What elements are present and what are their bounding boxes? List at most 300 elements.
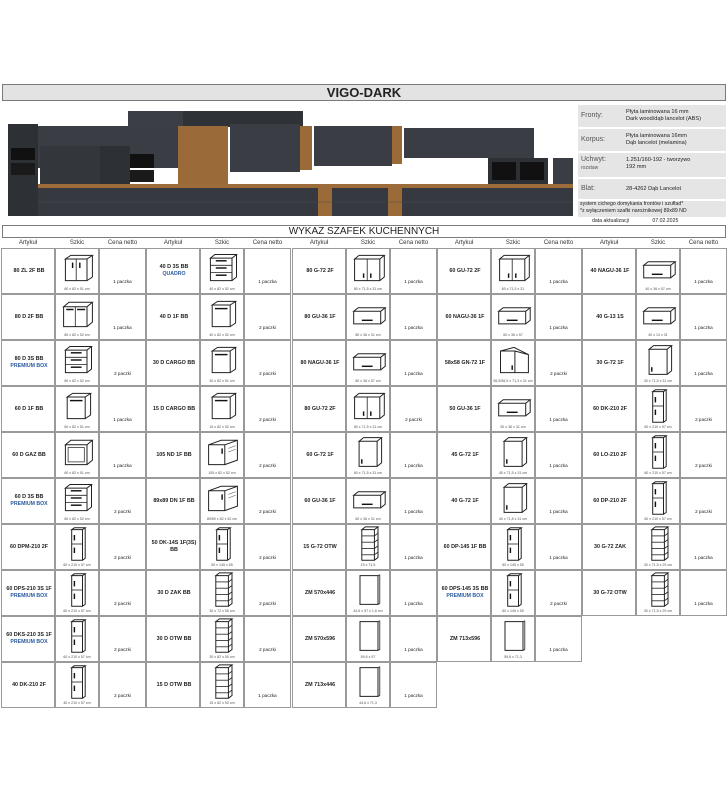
code-cell — [582, 478, 636, 524]
package-count: 2 paczki — [259, 555, 276, 560]
price-cell — [99, 432, 146, 478]
cabinet-code — [148, 433, 200, 477]
package-count: 1 paczka — [549, 509, 568, 514]
cabinet-code — [148, 525, 200, 569]
cabinet-dimensions: 50 x 145 x 55 — [211, 563, 233, 567]
cabinet-code — [3, 295, 55, 339]
cabinet-dimensions: 80 x 82 x 51 cm — [64, 287, 90, 291]
cabinet-code-text: 40 D 1F BB — [159, 313, 189, 320]
cabinet-code-text: 80 NAGU-36 1F — [300, 359, 340, 366]
price-cell — [390, 662, 437, 708]
price-cell — [390, 616, 437, 662]
code-cell — [437, 386, 491, 432]
cabinet-code — [439, 571, 491, 615]
cabinet-code — [294, 525, 346, 569]
code-cell — [582, 386, 636, 432]
sketch-cell — [200, 432, 244, 478]
code-cell — [437, 524, 491, 570]
cabinet-code — [3, 479, 55, 523]
cabinet-code-text: 40 D 3S BB — [159, 264, 189, 271]
cabinet-code-text: 30 D OTW BB — [156, 635, 192, 642]
package-count: 1 paczka — [549, 417, 568, 422]
price-cell — [244, 616, 291, 662]
spec-note — [578, 201, 726, 217]
price-cell — [99, 248, 146, 294]
column-header — [292, 238, 437, 248]
column-header — [146, 238, 291, 248]
cabinet-variant-tag: PREMIUM BOX — [10, 639, 48, 645]
sketch-cell — [346, 616, 390, 662]
cabinet-dimensions: 60 x 210 x 57 cm — [644, 425, 672, 429]
cabinet-sketch-icon — [203, 434, 243, 470]
code-cell — [1, 294, 55, 340]
code-cell — [292, 478, 346, 524]
price-cell — [390, 432, 437, 478]
price-cell — [244, 432, 291, 478]
cabinet-sketch-icon — [203, 526, 243, 562]
sketch-cell — [346, 340, 390, 386]
spec-value: Dark wood/dąb lancelot (ABS) — [626, 116, 701, 122]
cabinet-sketch-icon — [349, 618, 389, 654]
cabinet-sketch-icon — [639, 250, 679, 286]
cabinet-dimensions: 59,6 x 71,3 — [504, 655, 522, 659]
cabinet-dimensions: 40 x 210 x 57 cm — [63, 701, 91, 705]
cabinet-code — [148, 663, 200, 707]
code-cell — [146, 248, 200, 294]
cabinet-code-text: 60 D GAZ BB — [12, 451, 46, 458]
cabinet-code — [3, 663, 55, 707]
code-cell — [292, 662, 346, 708]
spec-value: Płyta laminowana 16 mm — [626, 109, 689, 115]
cabinet-sketch-icon — [58, 664, 98, 700]
cabinet-dimensions: 44,6 x 57 x 1,6 cm — [353, 609, 383, 613]
package-count: 1 paczka — [404, 601, 423, 606]
sketch-cell — [491, 386, 535, 432]
cabinet-sketch-icon — [639, 526, 679, 562]
cabinet-sketch-icon — [58, 342, 98, 378]
code-cell — [292, 570, 346, 616]
price-cell — [244, 524, 291, 570]
sketch-cell — [636, 340, 680, 386]
column-header — [437, 238, 582, 248]
cabinet-sketch-icon — [349, 250, 389, 286]
package-count: 2 paczki — [114, 371, 131, 376]
collection-title: VIGO-DARK — [2, 84, 726, 101]
cabinet-code — [294, 295, 346, 339]
price-cell — [390, 478, 437, 524]
code-cell — [146, 524, 200, 570]
price-cell — [99, 662, 146, 708]
cabinet-dimensions: 60 x 210 x 57 cm — [63, 655, 91, 659]
cabinet-code — [584, 387, 636, 431]
package-count: 1 paczka — [549, 463, 568, 468]
package-count: 2 paczki — [259, 463, 276, 468]
price-cell — [680, 248, 727, 294]
cabinet-sketch-icon — [349, 664, 389, 700]
cabinet-code — [439, 249, 491, 293]
cabinet-code-text: 40 DK-210 2F — [12, 681, 46, 688]
cabinet-code-text: 60 DKS-210 3S 1F — [6, 632, 52, 639]
cabinet-sketch-icon — [58, 296, 98, 332]
cabinet-code — [3, 525, 55, 569]
spec-label: Korpus: — [581, 136, 606, 143]
sketch-cell — [200, 294, 244, 340]
cabinet-dimensions: 40 x 82 x 52 cm — [209, 287, 235, 291]
sketch-cell — [200, 570, 244, 616]
cabinet-dimensions: 60 x 82 x 51 cm — [64, 471, 90, 475]
cabinet-dimensions: 60 x 145 x 55 — [502, 563, 524, 567]
package-count: 2 paczki — [550, 601, 567, 606]
header-sketch: Szkic — [505, 240, 521, 246]
package-count: 1 paczka — [549, 325, 568, 330]
price-cell — [535, 432, 582, 478]
cabinet-dimensions: 60 x 210 x 57 cm — [644, 471, 672, 475]
code-cell — [1, 616, 55, 662]
sketch-cell — [200, 662, 244, 708]
spec-value: Płyta laminowana 16mm — [626, 133, 687, 139]
code-cell — [582, 524, 636, 570]
cabinet-variant-tag: PREMIUM BOX — [10, 501, 48, 507]
package-count: 2 paczki — [259, 417, 276, 422]
price-cell — [535, 616, 582, 662]
code-cell — [146, 570, 200, 616]
sketch-cell — [200, 340, 244, 386]
cabinet-sketch-icon — [349, 434, 389, 470]
cabinet-sketch-icon — [639, 480, 679, 516]
cabinet-variant-tag: PREMIUM BOX — [446, 593, 484, 599]
cabinet-code-text: 50 GU-36 1F — [449, 405, 481, 412]
cabinet-code-text: 50 DK-14S 1F(3S) BB — [151, 540, 197, 553]
cabinet-sketch-icon — [349, 388, 389, 424]
cabinet-dimensions: 60 x 36 x 31 cm — [355, 517, 381, 521]
package-count: 2 paczki — [259, 371, 276, 376]
cabinet-sketch-icon — [58, 388, 98, 424]
code-cell — [146, 616, 200, 662]
package-count: 2 paczki — [114, 601, 131, 606]
cabinet-code-text: 105 ND 1F BB — [156, 451, 192, 458]
price-cell — [390, 570, 437, 616]
code-cell — [292, 294, 346, 340]
package-count: 1 paczka — [113, 463, 132, 468]
cabinet-sketch-icon — [203, 480, 243, 516]
cabinet-sketch-icon — [494, 618, 534, 654]
header-price: Cena netto — [398, 240, 429, 246]
price-cell — [680, 478, 727, 524]
code-cell — [437, 570, 491, 616]
cabinet-dimensions: 60 x 145 x 55 — [502, 609, 524, 613]
spec-value: 28-4262 Dąb Lancelot — [626, 186, 682, 192]
sketch-cell — [200, 248, 244, 294]
cabinet-dimensions: 60 x 210 x 57 cm — [63, 609, 91, 613]
cabinet-sketch-icon — [494, 250, 534, 286]
code-cell — [292, 386, 346, 432]
sketch-cell — [55, 248, 99, 294]
cabinet-dimensions: 40 x 36 x 57 cm — [645, 287, 671, 291]
package-count: 2 paczki — [114, 693, 131, 698]
cabinet-sketch-icon — [494, 342, 534, 378]
cabinet-sketch-icon — [639, 434, 679, 470]
code-cell — [1, 570, 55, 616]
cabinet-code — [294, 433, 346, 477]
spec-label: Blat: — [581, 185, 596, 192]
code-cell — [146, 386, 200, 432]
price-cell — [390, 294, 437, 340]
package-count: 1 paczka — [113, 279, 132, 284]
price-cell — [244, 386, 291, 432]
sketch-cell — [636, 294, 680, 340]
cabinet-code — [3, 249, 55, 293]
column-header — [1, 238, 146, 248]
cabinet-code — [584, 525, 636, 569]
cabinet-sketch-icon — [494, 296, 534, 332]
cabinet-dimensions: 40 x 82 x 52 cm — [209, 333, 235, 337]
cabinet-dimensions: 59,6 x 57 — [360, 655, 376, 659]
price-cell — [244, 478, 291, 524]
package-count: 2 paczki — [114, 647, 131, 652]
cabinet-code-text: 30 D ZAK BB — [157, 589, 191, 596]
cabinet-code-text: 80 D 3S BB — [14, 356, 44, 363]
cabinet-code-text: 60 G-72 1F — [306, 451, 334, 458]
cabinet-dimensions: 15 x 71,5 — [360, 563, 376, 567]
cabinet-code-text: 30 G-72 OTW — [593, 589, 627, 596]
spec-panel — [578, 103, 726, 227]
cabinet-code-text: 30 G-72 ZAK — [593, 543, 627, 550]
cabinet-code — [439, 617, 491, 661]
package-count: 2 paczki — [114, 509, 131, 514]
cabinet-code-text: 60 DP-145 1F BB — [443, 543, 487, 550]
header-sketch: Szkic — [214, 240, 230, 246]
spec-value: Dąb lancelot (melamina) — [626, 140, 687, 146]
code-cell — [146, 294, 200, 340]
cabinet-code — [294, 249, 346, 293]
package-count: 1 paczka — [113, 325, 132, 330]
code-cell — [437, 478, 491, 524]
sketch-cell — [346, 294, 390, 340]
price-cell — [390, 524, 437, 570]
cabinet-code — [584, 479, 636, 523]
sketch-cell — [491, 478, 535, 524]
package-count: 1 paczka — [404, 279, 423, 284]
cabinet-code — [439, 387, 491, 431]
sketch-cell — [491, 524, 535, 570]
package-count: 2 paczki — [114, 555, 131, 560]
price-cell — [244, 340, 291, 386]
price-cell — [680, 294, 727, 340]
code-cell — [292, 616, 346, 662]
header-code: Artykuł — [309, 240, 329, 246]
cabinet-code — [439, 341, 491, 385]
cabinet-code-text: 60 GU-72 2F — [449, 267, 481, 274]
sketch-cell — [55, 340, 99, 386]
cabinet-sketch-icon — [203, 342, 243, 378]
sketch-cell — [346, 248, 390, 294]
cabinet-code-text: 60 D 1F BB — [14, 405, 44, 412]
cabinet-code — [439, 479, 491, 523]
cabinet-dimensions: 80 x 82 x 52 cm — [64, 379, 90, 383]
package-count: 1 paczka — [549, 279, 568, 284]
spec-value: 192 mm — [626, 164, 647, 170]
kitchen-illustration — [8, 106, 573, 218]
sketch-cell — [346, 570, 390, 616]
cabinet-code — [439, 295, 491, 339]
cabinet-dimensions: 30 x 71,5 x 29 cm — [643, 563, 673, 567]
cabinet-dimensions: 30 x 72 x 55 cm — [209, 609, 235, 613]
cabinet-code — [148, 479, 200, 523]
code-cell — [146, 662, 200, 708]
header-code: Artykuł — [454, 240, 474, 246]
cabinet-sketch-icon — [639, 296, 679, 332]
cabinet-dimensions: 105 x 82 x 52 cm — [208, 471, 236, 475]
price-cell — [390, 340, 437, 386]
price-cell — [99, 570, 146, 616]
cabinet-sketch-icon — [203, 388, 243, 424]
cabinet-dimensions: 40 x 13 x 31 — [648, 333, 668, 337]
cabinet-dimensions: 89/89 x 82 x 52 cm — [206, 517, 238, 521]
sketch-cell — [636, 386, 680, 432]
sketch-cell — [491, 570, 535, 616]
price-cell — [99, 294, 146, 340]
sketch-cell — [55, 524, 99, 570]
header-sketch: Szkic — [650, 240, 666, 246]
cabinet-sketch-icon — [349, 526, 389, 562]
sketch-cell — [636, 432, 680, 478]
sketch-cell — [346, 432, 390, 478]
cabinet-sketch-icon — [494, 480, 534, 516]
sketch-cell — [55, 386, 99, 432]
spec-label: Uchwyt: — [581, 156, 606, 163]
cabinet-sketch-icon — [639, 342, 679, 378]
price-cell — [535, 248, 582, 294]
sketch-cell — [55, 294, 99, 340]
package-count: 2 paczki — [695, 463, 712, 468]
price-cell — [244, 248, 291, 294]
cabinet-code-text: 60 DPS-145 3S BB — [441, 586, 489, 593]
cabinet-code-text: 80 GU-36 1F — [304, 313, 336, 320]
package-count: 2 paczki — [695, 417, 712, 422]
package-count: 1 paczka — [694, 601, 713, 606]
cabinet-sketch-icon — [639, 388, 679, 424]
cabinet-sketch-icon — [349, 572, 389, 608]
cabinet-sketch-icon — [58, 250, 98, 286]
sketch-cell — [55, 616, 99, 662]
cabinet-code — [148, 387, 200, 431]
header-sketch: Szkic — [360, 240, 376, 246]
header-code: Artykuł — [599, 240, 619, 246]
cabinet-code — [584, 433, 636, 477]
cabinet-code — [584, 571, 636, 615]
cabinet-sketch-icon — [58, 572, 98, 608]
header-code: Artykuł — [163, 240, 183, 246]
cabinet-code — [3, 341, 55, 385]
code-cell — [437, 248, 491, 294]
code-cell — [1, 432, 55, 478]
cabinet-code-text: 89x89 DN 1F BB — [153, 497, 195, 504]
cabinet-sketch-icon — [203, 250, 243, 286]
sketch-cell — [55, 432, 99, 478]
header-code: Artykuł — [18, 240, 38, 246]
sketch-cell — [491, 340, 535, 386]
cabinet-sketch-icon — [203, 664, 243, 700]
cabinet-code-text: 60 DPM-210 2F — [9, 543, 49, 550]
price-cell — [680, 524, 727, 570]
price-cell — [390, 248, 437, 294]
price-cell — [99, 340, 146, 386]
code-cell — [146, 478, 200, 524]
code-cell — [437, 432, 491, 478]
cabinet-code-text: 45 G-72 1F — [451, 451, 479, 458]
cabinet-code — [294, 617, 346, 661]
cabinet-code-text: 80 G-72 2F — [306, 267, 334, 274]
code-cell — [437, 340, 491, 386]
spec-row-blat — [578, 179, 726, 199]
header-price: Cena netto — [107, 240, 138, 246]
sketch-cell — [636, 478, 680, 524]
spec-label: Fronty: — [581, 112, 603, 119]
price-cell — [680, 340, 727, 386]
cabinet-code-text: 60 LO-210 2F — [593, 451, 627, 458]
code-cell — [582, 248, 636, 294]
spec-value: 1.251/160-192 - tworzywo — [626, 157, 691, 163]
price-cell — [99, 386, 146, 432]
package-count: 1 paczka — [694, 555, 713, 560]
cabinet-sketch-icon — [349, 342, 389, 378]
spec-note-line: *z wyłączeniem szafki narożnikowej 89x89 ND — [580, 207, 687, 214]
code-cell — [1, 340, 55, 386]
package-count: 1 paczka — [258, 693, 277, 698]
cabinet-code-text: 15 D OTW BB — [156, 681, 192, 688]
spec-note-line: system cichego domykania frontów i szuflad* — [580, 201, 684, 207]
cabinet-sketch-icon — [203, 296, 243, 332]
cabinet-code-text: ZM 570x446 — [304, 589, 336, 596]
package-count: 1 paczka — [113, 417, 132, 422]
package-count: 1 paczka — [404, 693, 423, 698]
code-cell — [146, 340, 200, 386]
cabinet-dimensions: 60 x 210 x 57 cm — [644, 517, 672, 521]
price-cell — [535, 524, 582, 570]
cabinet-sketch-icon — [639, 572, 679, 608]
cabinet-dimensions: 55,5/58,5 x 71,3 x 31 cm — [493, 379, 533, 383]
cabinet-code-text: 15 D CARGO BB — [152, 405, 196, 412]
cabinet-dimensions: 30 x 82 x 50 cm — [209, 655, 235, 659]
package-count: 1 paczka — [404, 647, 423, 652]
cabinet-code-text: 58x58 GN-72 1F — [444, 359, 486, 366]
cabinet-code — [294, 387, 346, 431]
cabinet-code-text: 60 DPS-210 3S 1F — [6, 586, 52, 593]
cabinet-dimensions: 60 x 36 x 57 — [503, 333, 523, 337]
cabinet-sketch-icon — [494, 434, 534, 470]
sketch-cell — [200, 386, 244, 432]
cabinet-variant-tag: PREMIUM BOX — [10, 593, 48, 599]
sketch-cell — [491, 294, 535, 340]
price-cell — [244, 662, 291, 708]
cabinet-code — [584, 341, 636, 385]
code-cell — [582, 432, 636, 478]
cabinet-variant-tag: PREMIUM BOX — [10, 363, 48, 369]
cabinet-code-text: 60 NAGU-36 1F — [445, 313, 485, 320]
package-count: 1 paczka — [694, 325, 713, 330]
cabinet-dimensions: 80 x 36 x 57 cm — [355, 379, 381, 383]
package-count: 2 paczki — [259, 601, 276, 606]
price-cell — [680, 570, 727, 616]
price-cell — [535, 570, 582, 616]
package-count: 2 paczki — [259, 509, 276, 514]
cabinet-dimensions: 60 x 82 x 51 cm — [64, 425, 90, 429]
package-count: 1 paczka — [404, 509, 423, 514]
sketch-cell — [636, 570, 680, 616]
spec-row-fronty — [578, 105, 726, 127]
cabinet-sketch-icon — [494, 388, 534, 424]
cabinet-dimensions: 60 x 71,5 x 31 cm — [353, 471, 383, 475]
